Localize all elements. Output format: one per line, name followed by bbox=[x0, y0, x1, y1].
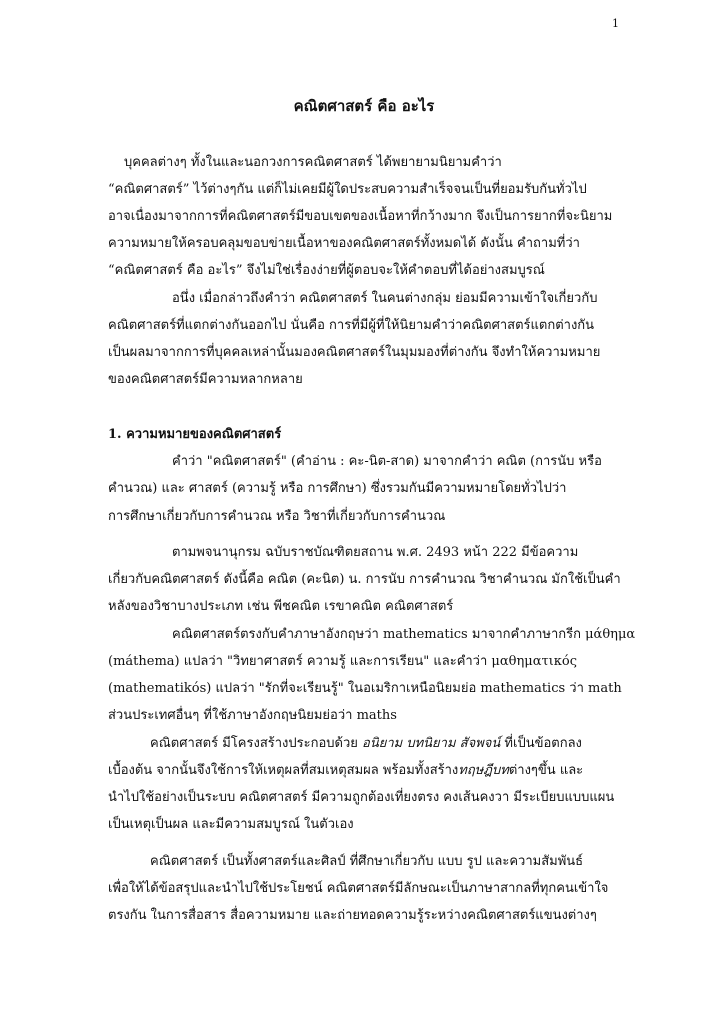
body-line: หลังของวิชาบางประเภท เช่น พีชคณิต เรขาคณิต คณิตศาสตร์ bbox=[108, 599, 454, 614]
body-line: คำว่า "คณิตศาสตร์" (คำอ่าน : คะ-นิต-สาด) มาจากคำว่า คณิต (การนับ หรือ bbox=[172, 454, 602, 469]
intro-line: อนึ่ง เมื่อกล่าวถึงคำว่า คณิตศาสตร์ ในคนต่างกลุ่ม ย่อมมีความเข้าใจเกี่ยวกับ bbox=[172, 291, 598, 306]
section-heading: 1. ความหมายของคณิตศาสตร์ bbox=[108, 427, 282, 442]
emphasis-text: อนิยาม บทนิยาม สัจพจน์ bbox=[362, 736, 501, 751]
body-line: คำนวณ) และ ศาสตร์ (ความรู้ หรือ การศึกษา) ซึ่งรวมกันมีความหมายโดยทั่วไปว่า bbox=[108, 481, 567, 496]
text-run: ที่เป็นข้อตกลง bbox=[500, 736, 582, 751]
body-line: คณิตศาสตร์ตรงกับคำภาษาอังกฤษว่า mathematics มาจากคำภาษากรีก μάθημα bbox=[172, 627, 636, 642]
body-line: (máthema) แปลว่า "วิทยาศาสตร์ ความรู้ และการเรียน" และคำว่า μαθηματικός bbox=[108, 654, 578, 669]
intro-line: เป็นผลมาจากการที่บุคคลเหล่านั้นมองคณิตศาสตร์ในมุมมองที่ต่างกัน จึงทำให้ความหมาย bbox=[108, 345, 601, 360]
emphasis-text: ทฤษฎีบท bbox=[458, 763, 509, 778]
text-run: ต่างๆขึ้น และ bbox=[508, 763, 584, 778]
body-line: คณิตศาสตร์ เป็นทั้งศาสตร์และศิลป์ ที่ศึกษาเกี่ยวกับ แบบ รูป และความสัมพันธ์ bbox=[150, 854, 584, 869]
intro-line: ของคณิตศาสตร์มีความหลากหลาย bbox=[108, 372, 303, 387]
page-title: คณิตศาสตร์ คือ อะไร bbox=[293, 97, 435, 115]
body-line: เป็นเหตุเป็นผล และมีความสมบูรณ์ ในตัวเอง bbox=[108, 817, 354, 832]
body-line: ตรงกัน ในการสื่อสาร สื่อความหมาย และถ่ายทอดความรู้ระหว่างคณิตศาสตร์แขนงต่างๆ bbox=[108, 908, 597, 923]
intro-line: คณิตศาสตร์ที่แตกต่างกันออกไป นั่นคือ การที่มีผู้ที่ให้นิยามคำว่าคณิตศาสตร์แตกต่างกัน bbox=[108, 318, 595, 333]
intro-line: อาจเนื่องมาจากการที่คณิตศาสตร์มีขอบเขตของเนื้อหาที่กว้างมาก จึงเป็นการยากที่จะนิยาม bbox=[108, 209, 613, 224]
page-number: 1 bbox=[612, 17, 619, 30]
body-line: ตามพจนานุกรม ฉบับราชบัณฑิตยสถาน พ.ศ. 2493 หน้า 222 มีข้อความ bbox=[172, 545, 579, 560]
body-line: การศึกษาเกี่ยวกับการคำนวณ หรือ วิชาที่เกี่ยวกับการคำนวณ bbox=[108, 509, 446, 524]
intro-line: บุคคลต่างๆ ทั้งในและนอกวงการคณิตศาสตร์ ได้พยายามนิยามคำว่า bbox=[124, 155, 502, 170]
body-line bbox=[108, 762, 583, 780]
intro-line: “คณิตศาสตร์” ไว้ต่างๆกัน แต่ก็ไม่เคยมีผู้ใดประสบความสำเร็จจนเป็นที่ยอมรับกันทั่วไป bbox=[108, 182, 587, 197]
text-run: เบื้องต้น จากนั้นจึงใช้การให้เหตุผลที่สมเหตุสมผล พร้อมทั้งสร้าง bbox=[108, 763, 459, 778]
body-line: เพื่อให้ได้ข้อสรุปและนำไปใช้ประโยชน์ คณิตศาสตร์มีลักษณะเป็นภาษาสากลที่ทุกคนเข้าใจ bbox=[108, 881, 609, 896]
body-line: ส่วนประเทศอื่นๆ ที่ใช้ภาษาอังกฤษนิยมย่อว่า maths bbox=[108, 708, 397, 723]
intro-line: “คณิตศาสตร์ คือ อะไร” จึงไม่ใช่เรื่องง่ายที่ผู้ตอบจะให้คำตอบที่ได้อย่างสมบูรณ์ bbox=[108, 263, 545, 278]
text-run: คณิตศาสตร์ มีโครงสร้างประกอบด้วย bbox=[150, 736, 363, 751]
body-line bbox=[150, 735, 582, 753]
intro-line: ความหมายให้ครอบคลุมขอบข่ายเนื้อหาของคณิตศาสตร์ทั้งหมดได้ ดังนั้น คำถามที่ว่า bbox=[108, 236, 580, 251]
body-line: เกี่ยวกับคณิตศาสตร์ ดังนี้คือ คณิต (คะนิต) น. การนับ การคำนวณ วิชาคำนวณ มักใช้เป็นคำ bbox=[108, 572, 621, 587]
body-line: นำไปใช้อย่างเป็นระบบ คณิตศาสตร์ มีความถูกต้องเที่ยงตรง คงเส้นคงวา มีระเบียบแบบแผน bbox=[108, 790, 615, 805]
body-line: (mathematikós) แปลว่า "รักที่จะเรียนรู้" ในอเมริกาเหนือนิยมย่อ mathematics ว่า math bbox=[108, 681, 622, 696]
